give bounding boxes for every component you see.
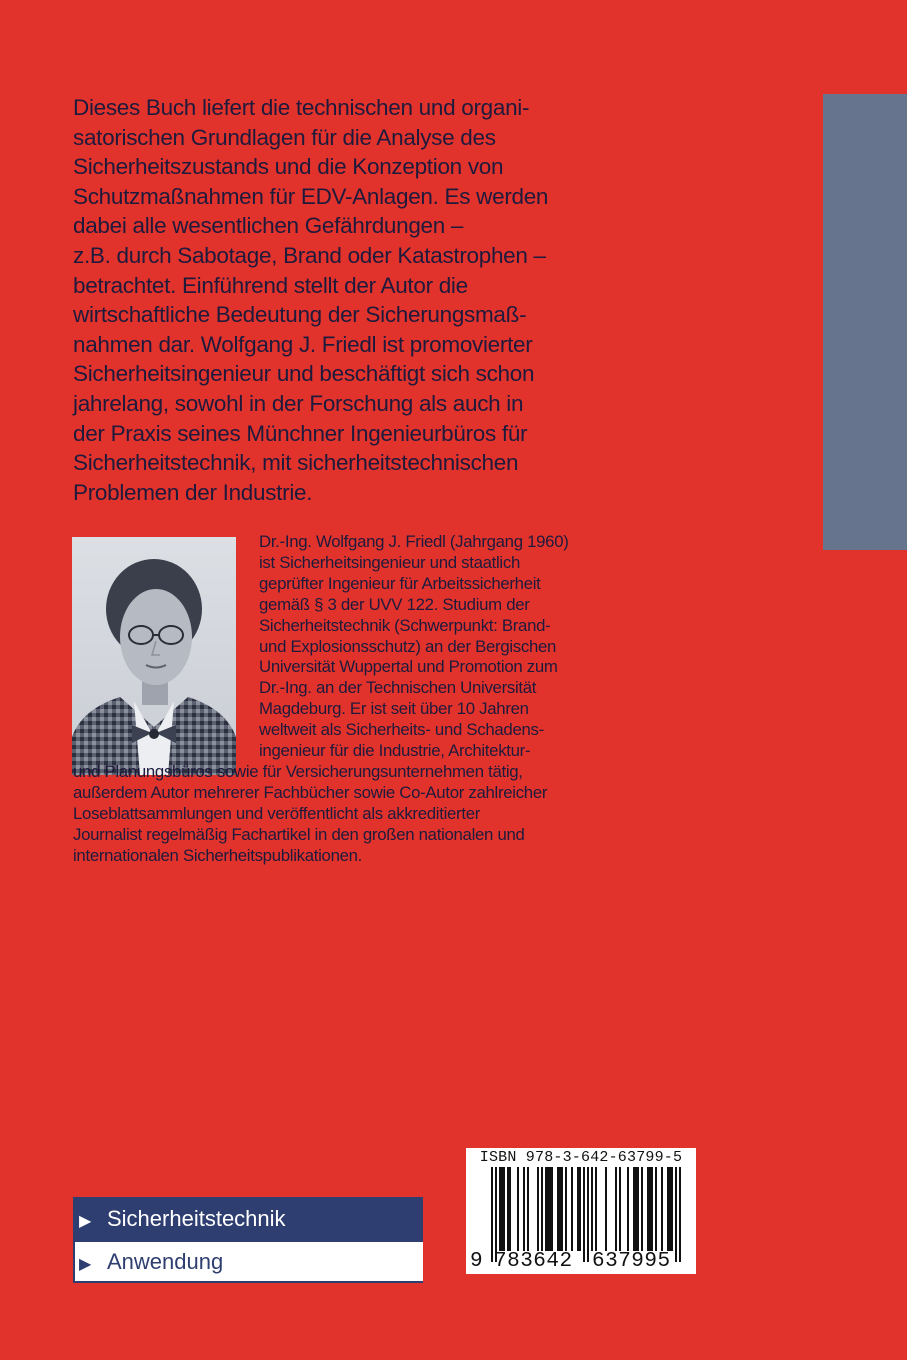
spine-color-tab [823,94,907,550]
blurb-line: Schutzmaßnahmen für EDV-Anlagen. Es werden [73,183,549,209]
blurb-line: satorischen Grundlagen für die Analyse des [73,124,496,150]
barcode-bar [675,1167,677,1262]
book-blurb [73,93,593,507]
series-item-anwendung [75,1242,423,1281]
barcode-bar [591,1167,593,1251]
bio-line: und Explosionsschutz) an der Bergischen [259,636,557,656]
barcode-bar [527,1167,529,1251]
barcode-bar [565,1167,567,1251]
blurb-line: wirtschaftliche Bedeutung der Sicherungsmaß- [73,302,527,328]
bio-line: Journalist regelmäßig Fachartikel in den großen nationalen und [73,824,525,844]
bio-line: ist Sicherheitsingenieur und staatlich [259,552,520,572]
blurb-line: Sicherheitsingenieur und beschäftigt sich schon [73,361,535,387]
bio-line: Dr.-Ing. an der Technischen Universität [259,678,537,698]
blurb-line: betrachtet. Einführend stellt der Autor die [73,272,468,298]
barcode-bar [627,1167,629,1251]
barcode-bar [671,1167,673,1251]
bio-line: ingenieur für die Industrie, Architektur- [259,741,531,761]
blurb-line: dabei alle wesentlichen Gefährdungen – [73,213,464,239]
barcode-bar [571,1167,573,1251]
barcode-bar [549,1167,551,1251]
isbn-label: ISBN 978-3-642-63799-5 [479,1149,683,1166]
barcode-bar [579,1167,581,1251]
bio-line: weltweit als Sicherheits- und Schadens- [259,720,544,740]
bio-line: internationalen Sicherheitspublikationen. [73,845,363,865]
triangle-right-icon: ▶ [79,1256,92,1273]
barcode-bar [641,1167,643,1251]
barcode-bar [491,1167,493,1262]
barcode-bar [619,1167,621,1251]
barcode-bar [647,1167,649,1251]
blurb-line: Problemen der Industrie. [73,479,313,505]
barcode-bar [547,1167,549,1251]
barcode-bar [495,1167,497,1262]
barcode-bar [501,1167,503,1251]
barcode-bar [503,1167,505,1251]
barcode-bar [587,1167,589,1262]
barcode-bar [633,1167,635,1251]
bio-line: Sicherheitstechnik (Schwerpunkt: Brand- [259,615,551,635]
barcode-bar [661,1167,663,1251]
barcode-bar [667,1167,669,1251]
blurb-line: Sicherheitstechnik, mit sicherheitstechnischen [73,450,519,476]
barcode-bar [583,1167,585,1262]
ean-left-digits: 783642 [494,1250,573,1273]
barcode-bar [507,1167,509,1251]
bio-line: gemäß § 3 der UVV 122. Studium der [259,594,530,614]
bio-line: Dr.-Ing. Wolfgang J. Friedl (Jahrgang 1960) [259,532,569,551]
barcode-bar [605,1167,607,1251]
bio-line: und Planungsbüros sowie für Versicherungsunternehmen tätig, [73,761,523,781]
barcode-bar [615,1167,617,1251]
bio-line: Magdeburg. Er ist seit über 10 Jahren [259,699,529,719]
barcode-bar [679,1167,681,1262]
barcode-bar [557,1167,559,1251]
blurb-line: Dieses Buch liefert die technischen und organi- [73,95,530,120]
series-item-sicherheitstechnik [75,1199,423,1238]
barcode-bar [637,1167,639,1251]
barcode-bar [551,1167,553,1251]
barcode-bar [651,1167,653,1251]
bio-line: Loseblattsammlungen und veröffentlicht als akkreditierter [73,803,481,823]
bio-line: geprüfter Ingenieur für Arbeitssicherheit [259,573,541,593]
barcode-bar [655,1167,657,1251]
isbn-barcode [466,1148,696,1274]
series-box [73,1197,423,1283]
author-bio [73,532,593,867]
barcode-bar [523,1167,525,1251]
series-label: Anwendung [107,1249,224,1274]
blurb-line: der Praxis seines Münchner Ingenieurbüros für [73,420,528,446]
barcode-bar [669,1167,671,1251]
bio-line: außerdem Autor mehrerer Fachbücher sowie Co-Autor zahlreicher [73,782,548,802]
ean-right-digits: 637995 [592,1250,671,1273]
barcode-bar [595,1167,597,1251]
barcode-bar [517,1167,519,1251]
blurb-line: Sicherheitszustands und die Konzeption von [73,154,504,180]
barcode-bar [499,1167,501,1251]
barcode-bar [559,1167,561,1251]
barcode-bar [537,1167,539,1251]
barcode-bar [561,1167,563,1251]
triangle-right-icon: ▶ [79,1213,92,1230]
barcode-bar [541,1167,543,1251]
barcode-bar [577,1167,579,1251]
bio-line: Universität Wuppertal und Promotion zum [259,657,558,677]
blurb-line: jahrelang, sowohl in der Forschung als auch in [73,390,524,416]
blurb-line: nahmen dar. Wolfgang J. Friedl ist promovierter [73,331,533,357]
barcode-bar [545,1167,547,1251]
barcode-bar [649,1167,651,1251]
series-label: Sicherheitstechnik [107,1206,286,1231]
barcode-bar [509,1167,511,1251]
barcode-bar [635,1167,637,1251]
ean-lead-digit: 9 [470,1250,483,1273]
blurb-line: z.B. durch Sabotage, Brand oder Katastrophen – [73,242,546,268]
